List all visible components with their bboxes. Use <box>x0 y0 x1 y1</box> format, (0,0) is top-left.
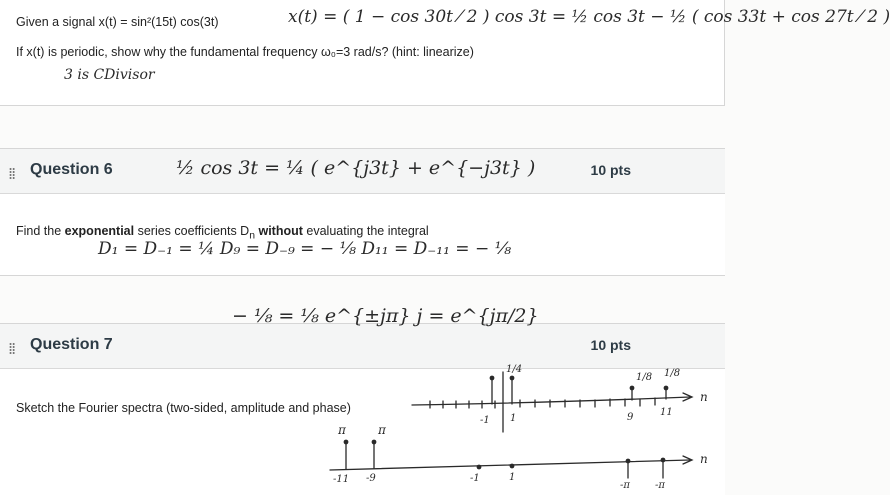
amp-label-quarter: 1/4 <box>506 364 523 375</box>
phase-tick-negpi-a: -π <box>620 480 630 491</box>
phase-tick-1: 1 <box>509 472 516 483</box>
question-6-points: 10 pts <box>590 162 631 178</box>
phase-tick-neg1: -1 <box>470 473 480 484</box>
question-7-title: Question 7 <box>30 336 113 353</box>
handwritten-equation: x(t) = ( 1 − cos 30t ⁄ 2 ) cos 3t = ½ cos 3t − ½ ( cos 33t + cos 27t ⁄ 2 ) <box>288 7 890 27</box>
amp-label-eighth-a: 1/8 <box>636 372 653 383</box>
handwritten-coefficients: D₁ = D₋₁ = ¼ D₉ = D₋₉ = − ⅛ D₁₁ = D₋₁₁ = − ⅛ <box>98 239 512 259</box>
amp-tick-9: 9 <box>627 412 634 423</box>
phase-tick-negpi-b: -π <box>655 480 665 491</box>
prompt-text: evaluating the integral <box>302 224 429 238</box>
phase-tick-neg11: -11 <box>333 474 350 485</box>
amp-tick-11: 11 <box>660 407 673 418</box>
prompt-text: series coefficients D <box>134 224 250 238</box>
prompt-subscript: n <box>249 230 256 242</box>
prompt-bold: without <box>255 224 303 238</box>
drag-handle-icon[interactable]: ⁞⁞ <box>8 164 15 183</box>
phase-tick-neg9: -9 <box>366 473 376 484</box>
question-5-line1: Given a signal x(t) = sin²(15t) cos(3t) <box>16 15 219 29</box>
amp-label-eighth-b: 1/8 <box>664 368 681 379</box>
question-5-line2: If x(t) is periodic, show why the fundamental frequency ω₀=3 rad/s? (hint: linearize) <box>16 45 474 59</box>
handwritten-header-7: − ⅛ = ⅛ e^{±jπ} j = e^{jπ/2} <box>232 305 539 327</box>
phase-label-pi-b: π <box>378 423 386 437</box>
phase-axis-n: n <box>700 452 708 466</box>
handwritten-note: 3 is CDivisor <box>64 67 155 83</box>
amplitude-axis <box>412 397 690 405</box>
phase-label-pi-a: π <box>338 423 346 437</box>
question-6-title: Question 6 <box>30 161 113 178</box>
question-7-prompt: Sketch the Fourier spectra (two-sided, amplitude and phase) <box>16 401 351 415</box>
amp-axis-n: n <box>700 390 708 404</box>
question-7-points: 10 pts <box>590 337 631 353</box>
handwritten-header-6: ½ cos 3t = ¼ ( e^{j3t} + e^{−j3t} ) <box>176 157 536 179</box>
prompt-text: Find the <box>16 224 65 238</box>
amp-tick-1: 1 <box>510 413 517 424</box>
prompt-bold: exponential <box>64 224 135 238</box>
amp-tick-neg1: -1 <box>480 415 490 426</box>
drag-handle-icon[interactable]: ⁞⁞ <box>8 339 15 358</box>
